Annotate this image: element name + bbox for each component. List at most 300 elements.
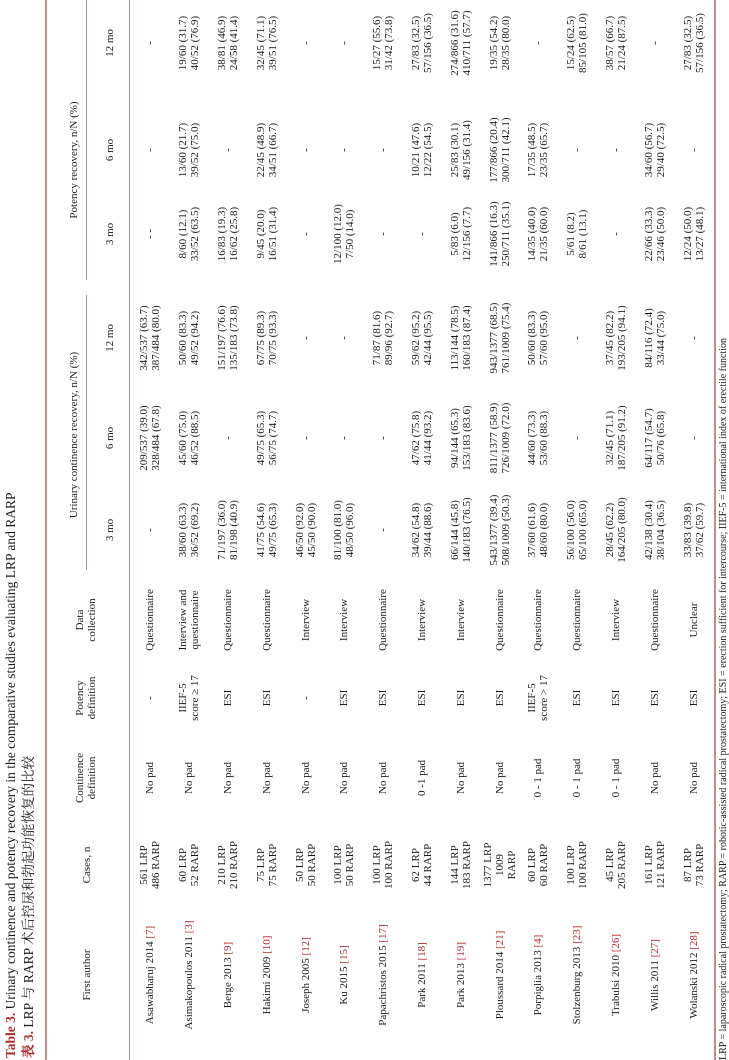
- cell-line: No pad: [687, 761, 700, 795]
- cell-line: -: [144, 148, 157, 152]
- cell-first-author: [519, 935, 558, 1016]
- cell-line: 12/156 (7.7): [460, 206, 473, 262]
- cell-p3: [364, 232, 403, 236]
- cell-line: Questionnaire: [493, 589, 506, 651]
- cell-data: [286, 599, 325, 641]
- header-p6: 6 mo: [104, 138, 116, 162]
- cell-line: 57/60 (95.0): [538, 310, 551, 366]
- cell-p12: [635, 41, 674, 45]
- cell-line: 183 RARP: [460, 841, 473, 889]
- table-row: [209, 0, 248, 1060]
- cell-line: 41/75 (54.6): [254, 502, 267, 558]
- cell-line: -: [415, 232, 428, 236]
- cell-p3: [674, 207, 713, 261]
- cell-line: 300/711 (42.1): [499, 117, 512, 183]
- table-row: [286, 0, 325, 1060]
- cell-line: Interview: [415, 598, 428, 642]
- reference-link[interactable]: [9]: [221, 941, 234, 955]
- cell-line: -: [571, 436, 584, 440]
- cell-line: 12/22 (54.5): [421, 122, 434, 178]
- reference-link[interactable]: [17]: [377, 924, 390, 943]
- header-urinary-group: Urinary continence recovery, n/N (%): [68, 351, 80, 519]
- table-title-en: [2, 492, 20, 1058]
- cell-line: -: [299, 148, 312, 152]
- author-name: Park 2011: [415, 960, 428, 1008]
- cell-line: Interview and: [177, 589, 190, 651]
- cell-first-author: [325, 945, 364, 1004]
- cell-p3: [131, 229, 170, 239]
- cell-cont: [403, 760, 442, 796]
- cell-line: Interview: [299, 598, 312, 642]
- author-name: Berge 2013: [221, 954, 234, 1009]
- cell-p3: [597, 232, 636, 236]
- cell-u3: [131, 528, 170, 532]
- cell-data: [558, 589, 597, 651]
- cell-first-author: [441, 942, 480, 1008]
- cell-line: 100 RARP: [383, 841, 396, 889]
- author-line: [222, 942, 234, 1008]
- cell-line: -: [377, 148, 390, 152]
- potency-group-rule: [86, 0, 87, 280]
- cell-cases: [325, 844, 364, 887]
- cell-line: -: [221, 436, 234, 440]
- cell-u12: [209, 305, 248, 370]
- cell-u12: [325, 336, 364, 340]
- cell-line: 45/50 (90.0): [305, 502, 318, 558]
- cell-line: -: [532, 41, 545, 45]
- header-continence-line1: Continence: [74, 752, 86, 804]
- cell-line: 113/144 (78.5): [448, 305, 461, 371]
- cell-data: [364, 589, 403, 651]
- reference-link[interactable]: [3]: [183, 920, 196, 934]
- cell-line: 89/96 (92.7): [383, 310, 396, 366]
- cell-line: ESI: [221, 689, 234, 707]
- author-name: Papachristos 2015: [377, 942, 390, 1026]
- reference-link[interactable]: [23]: [571, 925, 584, 944]
- cell-u12: [674, 336, 713, 340]
- cell-u12: [441, 305, 480, 370]
- cell-line: -: [338, 148, 351, 152]
- cell-line: 37/45 (82.2): [603, 310, 616, 366]
- cell-p12: [131, 41, 170, 45]
- cell-line: 209/537 (39.0): [138, 405, 151, 471]
- reference-link[interactable]: [26]: [609, 933, 622, 953]
- cell-line: 47/62 (75.8): [409, 410, 422, 466]
- cell-line: 193/205 (94.1): [615, 305, 628, 371]
- cell-line: 410/711 (57.7): [460, 10, 473, 76]
- cell-line: Questionnaire: [571, 589, 584, 651]
- cell-line: No pad: [648, 761, 661, 795]
- cell-line: 48/50 (96.0): [344, 502, 357, 558]
- author-name: Trabulsi 2010: [609, 952, 622, 1017]
- author-name: Park 2013: [454, 960, 467, 1008]
- author-line: [649, 939, 661, 1011]
- cell-line: 34/51 (66.7): [266, 122, 279, 178]
- cell-pot: [131, 696, 170, 700]
- cell-first-author: [635, 939, 674, 1011]
- reference-link[interactable]: [10]: [260, 935, 273, 954]
- cell-line: 46/50 (92.0): [293, 502, 306, 558]
- cell-p3: [441, 207, 480, 261]
- cell-line: questionnaire: [189, 590, 202, 650]
- cell-u3: [441, 497, 480, 562]
- cell-cases: [209, 841, 248, 889]
- table-title-zh: [20, 756, 38, 1058]
- author-line: [610, 934, 622, 1016]
- cell-line: 29/40 (72.5): [654, 122, 667, 178]
- cell-line: 21/24 (87.5): [615, 15, 628, 71]
- cell-line: 12/24 (50.0): [681, 206, 694, 262]
- cell-line: 22/45 (48.9): [254, 122, 267, 178]
- cell-p3: [325, 204, 364, 264]
- cell-cont: [674, 762, 713, 794]
- cell-line: -: [299, 696, 312, 700]
- cell-u12: [480, 303, 519, 374]
- cell-pot: [480, 690, 519, 707]
- cell-data: [480, 589, 519, 651]
- reference-link[interactable]: [18]: [415, 942, 428, 961]
- cell-line: -: [687, 436, 700, 440]
- cell-line: 5/83 (6.0): [448, 212, 461, 256]
- table-row: [480, 0, 519, 1060]
- cell-cont: [441, 762, 480, 794]
- reference-link[interactable]: [4]: [532, 934, 545, 948]
- cell-line: 177/866 (20.4): [487, 117, 500, 183]
- cell-pot: [209, 690, 248, 707]
- cell-p6: [170, 123, 209, 177]
- cell-line: No pad: [377, 761, 390, 795]
- header-first-author: First author: [81, 949, 93, 1001]
- cell-p3: [635, 207, 674, 261]
- cell-line: 49/52 (94.2): [189, 310, 202, 366]
- cell-line: ESI: [571, 689, 584, 707]
- cell-line: 38/81 (46.9): [215, 15, 228, 71]
- cell-u3: [403, 503, 442, 557]
- reference-link[interactable]: [15]: [338, 945, 351, 964]
- cell-line: 49/156 (31.4): [460, 120, 473, 180]
- cell-pot: [441, 690, 480, 707]
- cell-pot: [325, 690, 364, 707]
- cell-line: 0 - 1 pad: [532, 758, 545, 798]
- cell-u6: [131, 405, 170, 470]
- table-row: [364, 0, 403, 1060]
- cell-line: 100 LRP: [565, 845, 578, 885]
- author-line: [494, 931, 506, 1020]
- cell-line: 81/198 (40.9): [227, 500, 240, 560]
- cell-p12: [480, 16, 519, 70]
- cell-cont: [286, 762, 325, 794]
- cell-line: 0 - 1 pad: [571, 758, 584, 798]
- cell-line: No pad: [144, 761, 157, 795]
- cell-line: 27/83 (32.5): [409, 15, 422, 71]
- cell-cases: [170, 844, 209, 887]
- cell-line: ESI: [648, 689, 661, 707]
- reference-link[interactable]: [27]: [648, 939, 661, 958]
- cell-line: 38/57 (66.7): [603, 15, 616, 71]
- cell-line: 50/60 (83.3): [526, 310, 539, 366]
- author-name: Asimakopoulos 2011: [183, 933, 196, 1030]
- cell-u6: [170, 411, 209, 465]
- cell-line: 46/52 (88.5): [189, 410, 202, 466]
- header-potency-group: Potency recovery, n/N (%): [68, 101, 80, 219]
- cell-line: 39/52 (75.0): [189, 122, 202, 178]
- cell-cases: [558, 841, 597, 889]
- cell-first-author: [364, 924, 403, 1025]
- cell-p3: [170, 207, 209, 261]
- table-label-zh: 表 3.: [21, 1031, 36, 1058]
- cell-line: ESI: [415, 689, 428, 707]
- author-line: [144, 926, 156, 1024]
- cell-pot: [558, 690, 597, 707]
- cell-line: 274/866 (31.6): [448, 10, 461, 76]
- cell-data: [170, 590, 209, 651]
- cell-line: No pad: [338, 761, 351, 795]
- cell-line: 342/537 (63.7): [138, 305, 151, 371]
- cell-data: [131, 589, 170, 651]
- cell-p3: [558, 210, 597, 259]
- cell-line: 64/117 (54.7): [642, 408, 655, 468]
- header-continence-line2: definition: [86, 756, 98, 800]
- cell-line: 187/205 (91.2): [615, 405, 628, 471]
- cell-u12: [403, 311, 442, 365]
- cell-line: - -: [144, 228, 157, 240]
- table-row: [325, 0, 364, 1060]
- cell-data: [441, 599, 480, 641]
- cell-line: 36/52 (69.2): [189, 502, 202, 558]
- reference-link[interactable]: [7]: [144, 925, 157, 939]
- cell-line: -: [571, 336, 584, 340]
- author-line: [455, 942, 467, 1008]
- reference-link[interactable]: [21]: [493, 930, 506, 950]
- cell-line: 41/44 (93.2): [421, 410, 434, 466]
- cell-line: 57/156 (36.5): [693, 13, 706, 73]
- cell-line: ESI: [338, 689, 351, 707]
- cell-p12: [519, 41, 558, 45]
- cell-line: 49/75 (65.3): [266, 502, 279, 558]
- cell-line: No pad: [260, 761, 273, 795]
- cell-line: -: [377, 232, 390, 236]
- cell-pot: [170, 675, 209, 721]
- cell-cases: [635, 841, 674, 889]
- cell-first-author: [558, 926, 597, 1025]
- table-row: [635, 0, 674, 1060]
- cell-cases: [519, 844, 558, 887]
- header-potency-line2: definition: [86, 676, 98, 720]
- table-row: [403, 0, 442, 1060]
- cell-line: 71/87 (81.6): [371, 310, 384, 366]
- cell-line: 56/100 (56.0): [565, 500, 578, 560]
- author-name: Asawabharuj 2014: [144, 938, 157, 1025]
- header-p3: 3 mo: [104, 222, 116, 246]
- cell-line: Questionnaire: [377, 589, 390, 651]
- cell-line: No pad: [221, 761, 234, 795]
- cell-line: 48/60 (80.0): [538, 502, 551, 558]
- cell-p6: [441, 120, 480, 180]
- cell-p12: [170, 16, 209, 70]
- cell-line: 17/35 (48.5): [526, 122, 539, 178]
- cell-p3: [286, 232, 325, 236]
- author-name: Porpiglia 2013: [532, 947, 545, 1016]
- cell-line: 387/484 (80.0): [150, 305, 163, 371]
- table-row: [519, 0, 558, 1060]
- cell-line: 50/76 (65.8): [654, 410, 667, 466]
- cell-line: 81/100 (81.0): [332, 500, 345, 560]
- reference-link[interactable]: [19]: [454, 942, 467, 961]
- cell-line: score ≥ 17: [189, 675, 202, 721]
- cell-cont: [519, 759, 558, 798]
- cell-pot: [364, 690, 403, 707]
- cell-line: 56/75 (74.7): [266, 410, 279, 466]
- cell-pot: [519, 675, 558, 721]
- cell-line: Questionnaire: [144, 589, 157, 651]
- cell-line: No pad: [299, 761, 312, 795]
- cell-line: Unclear: [687, 602, 700, 638]
- cell-u3: [170, 503, 209, 557]
- cell-line: 13/60 (21.7): [177, 122, 190, 178]
- cell-cases: [131, 841, 170, 889]
- cell-line: 19/35 (54.2): [487, 15, 500, 71]
- cell-line: -: [609, 148, 622, 152]
- table-row: [674, 0, 713, 1060]
- cell-cases: [403, 844, 442, 887]
- cell-cont: [635, 762, 674, 794]
- cell-cont: [480, 762, 519, 794]
- cell-cases: [286, 844, 325, 887]
- cell-line: 16/83 (19.3): [215, 206, 228, 262]
- cell-line: 50/60 (83.3): [177, 310, 190, 366]
- cell-line: 8/60 (12.1): [177, 209, 190, 259]
- cell-line: 60 RARP: [538, 843, 551, 887]
- cell-line: 561 LRP: [138, 845, 151, 885]
- cell-line: 24/58 (41.4): [227, 15, 240, 71]
- author-name: Ku 2015: [338, 963, 351, 1005]
- cell-line: 23/35 (65.7): [538, 122, 551, 178]
- cell-u3: [209, 500, 248, 560]
- cell-line: 5/61 (8.2): [565, 212, 578, 256]
- author-line: [377, 924, 389, 1025]
- cell-p3: [480, 201, 519, 266]
- cell-p6: [635, 123, 674, 177]
- reference-link[interactable]: [12]: [299, 937, 312, 956]
- cell-line: -: [221, 148, 234, 152]
- cell-line: 50 RARP: [344, 843, 357, 887]
- cell-line: 60 LRP: [177, 848, 190, 882]
- cell-u3: [286, 503, 325, 557]
- cell-line: 44 RARP: [421, 843, 434, 887]
- cell-line: 811/1377 (58.9): [487, 402, 500, 474]
- cell-line: 67/75 (89.3): [254, 310, 267, 366]
- cell-line: 14/35 (40.0): [526, 206, 539, 262]
- cell-line: 140/183 (76.5): [460, 497, 473, 563]
- cell-line: 38/60 (63.3): [177, 502, 190, 558]
- cell-line: 44/60 (73.3): [526, 410, 539, 466]
- cell-line: 33/52 (63.5): [189, 206, 202, 262]
- header-cases: Cases, n: [81, 846, 93, 884]
- cell-pot: [635, 690, 674, 707]
- cell-cases: [247, 844, 286, 887]
- cell-u12: [519, 311, 558, 365]
- cell-data: [519, 589, 558, 651]
- bottom-rule: [714, 0, 716, 1060]
- cell-u6: [519, 411, 558, 465]
- cell-line: 151/197 (76.6): [215, 305, 228, 371]
- cell-line: 943/1377 (68.5): [487, 302, 500, 374]
- cell-line: 53/60 (88.3): [538, 410, 551, 466]
- author-line: [300, 937, 312, 1013]
- header-continence: [74, 753, 98, 803]
- cell-p6: [325, 148, 364, 152]
- cell-line: 85/105 (81.0): [577, 13, 590, 73]
- reference-link[interactable]: [28]: [687, 931, 700, 950]
- cell-p6: [131, 148, 170, 152]
- cell-line: 10/21 (47.6): [409, 122, 422, 178]
- table-row: [131, 0, 170, 1060]
- cell-first-author: [170, 921, 209, 1030]
- author-line: [416, 942, 428, 1008]
- header-data-line2: collection: [86, 598, 98, 642]
- table-row: [597, 0, 636, 1060]
- cell-line: 49/75 (65.3): [254, 410, 267, 466]
- cell-line: RARP: [505, 850, 518, 880]
- cell-line: ESI: [260, 689, 273, 707]
- cell-line: 160/183 (87.4): [460, 305, 473, 371]
- cell-pot: [674, 690, 713, 707]
- cell-line: 73 RARP: [693, 843, 706, 887]
- cell-line: 12/100 (12.0): [332, 204, 345, 264]
- cell-p3: [247, 207, 286, 261]
- cell-line: 100 LRP: [332, 845, 345, 885]
- cell-line: 38/104 (36.5): [654, 500, 667, 560]
- cell-u6: [558, 436, 597, 440]
- cell-line: 40/52 (76.9): [189, 15, 202, 71]
- table-row: [441, 0, 480, 1060]
- cell-line: 210 RARP: [227, 841, 240, 889]
- cell-p12: [286, 41, 325, 45]
- author-name: Wolanski 2012: [687, 949, 700, 1019]
- cell-cont: [209, 762, 248, 794]
- cell-line: score > 17: [538, 675, 551, 721]
- cell-line: 62 LRP: [409, 848, 422, 882]
- cell-first-author: [209, 942, 248, 1008]
- cell-u12: [597, 305, 636, 370]
- cell-u12: [131, 305, 170, 370]
- cell-line: -: [299, 436, 312, 440]
- cell-pot: [247, 690, 286, 707]
- cell-pot: [597, 690, 636, 707]
- cell-pot: [286, 696, 325, 700]
- cell-data: [635, 589, 674, 651]
- cell-line: 13/27 (48.1): [693, 206, 706, 262]
- cell-line: -: [377, 528, 390, 532]
- cell-cont: [170, 762, 209, 794]
- cell-line: IIEF-5: [526, 683, 539, 713]
- cell-u3: [325, 500, 364, 560]
- cell-u3: [480, 495, 519, 566]
- cell-p6: [286, 148, 325, 152]
- cell-line: 100 LRP: [371, 845, 384, 885]
- cell-pot: [403, 690, 442, 707]
- cell-line: No pad: [454, 761, 467, 795]
- header-potency-line1: Potency: [74, 680, 86, 716]
- cell-line: 21/35 (60.0): [538, 206, 551, 262]
- cell-line: 135/183 (73.8): [227, 305, 240, 371]
- cell-line: 33/83 (39.8): [681, 502, 694, 558]
- cell-line: 7/50 (14.0): [344, 209, 357, 259]
- cell-first-author: [286, 937, 325, 1013]
- cell-p6: [558, 148, 597, 152]
- cell-line: Interview: [338, 598, 351, 642]
- cell-data: [209, 589, 248, 651]
